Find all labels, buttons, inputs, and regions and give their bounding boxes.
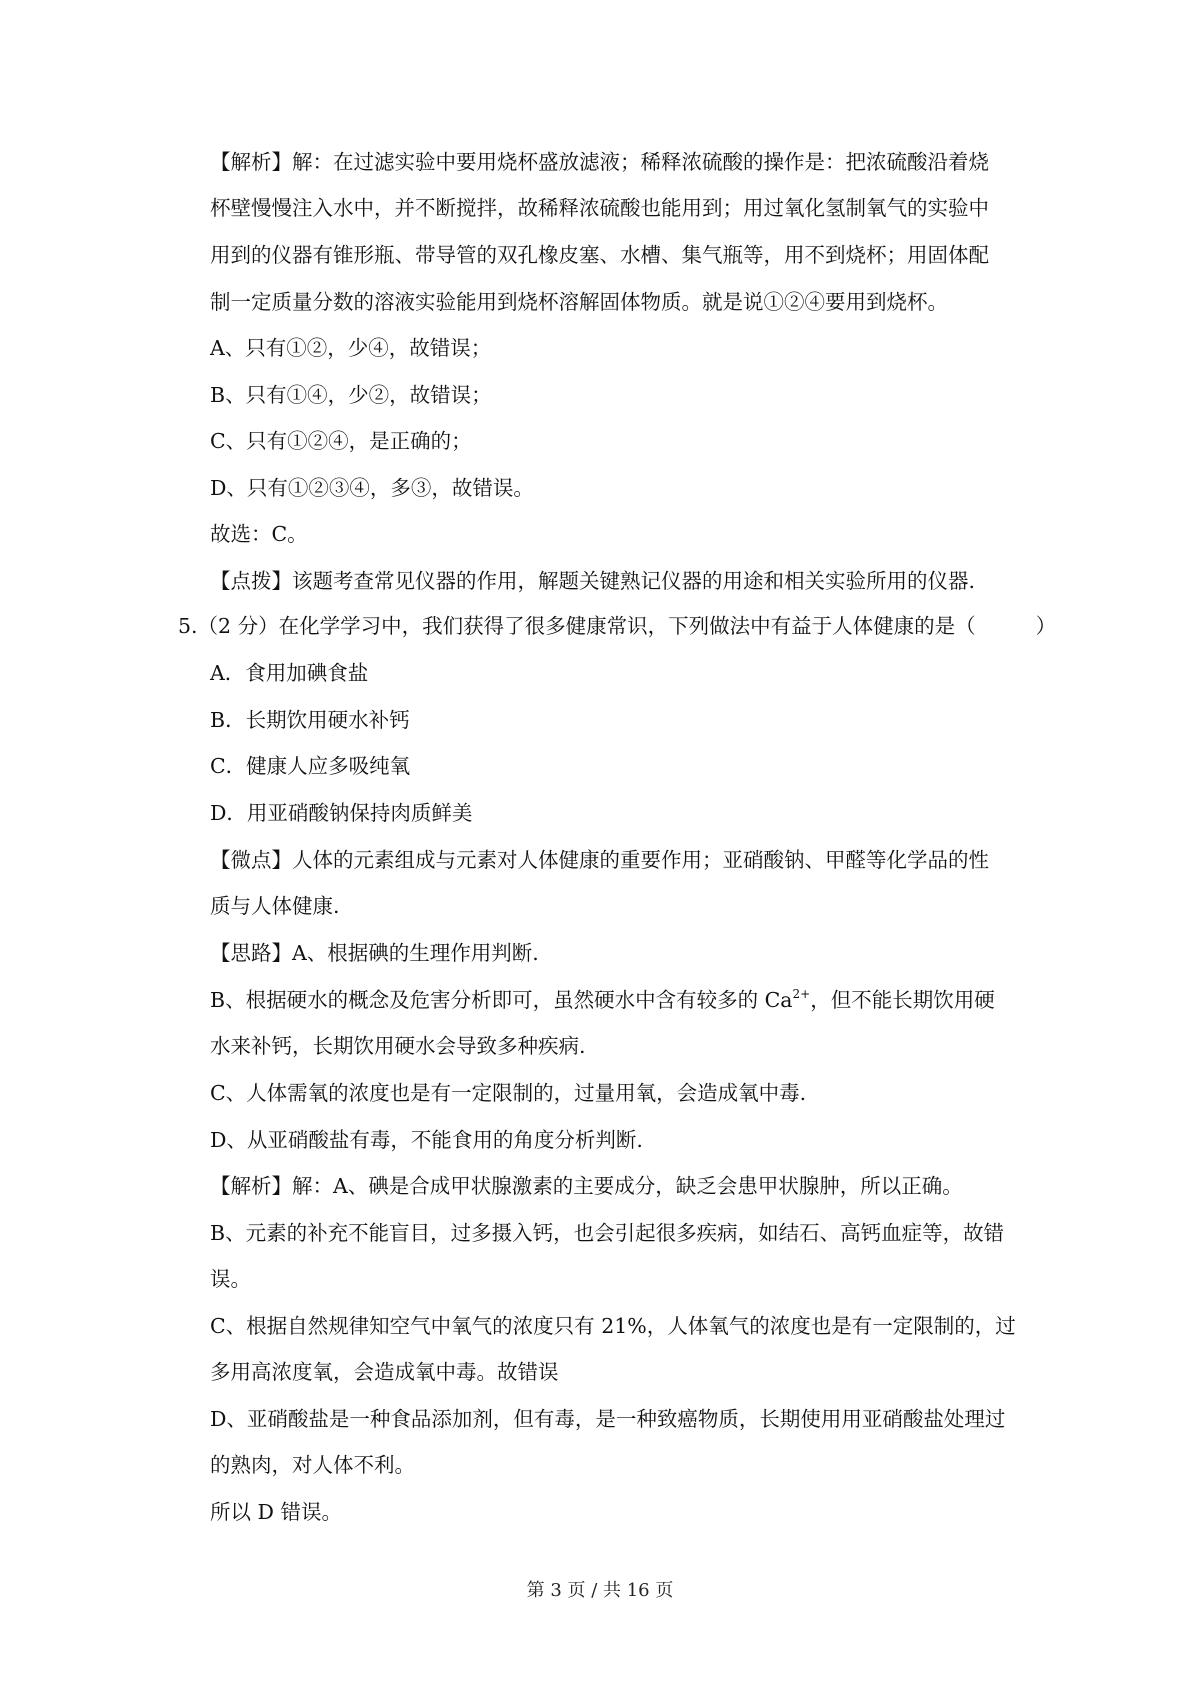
option-analysis-a: A、只有①②，少④，故错误；: [210, 336, 492, 360]
approach-line-b: [210, 986, 995, 1014]
choice-b: B．长期饮用硬水补钙: [210, 708, 410, 732]
question-5-close-paren: ）: [1035, 614, 1057, 638]
approach-line-c: C、人体需氧的浓度也是有一定限制的，过量用氧，会造成氧中毒.: [210, 1081, 807, 1105]
solution-line-b-2: 误。: [210, 1267, 251, 1291]
choice-c: C．健康人应多吸纯氧: [210, 754, 411, 778]
calcium-charge-superscript: 2+: [792, 987, 811, 1001]
approach-line-b-tail: ，但不能长期饮用硬: [810, 988, 995, 1012]
question-5-text: 5.（2 分）在化学学习中，我们获得了很多健康常识，下列做法中有益于人体健康的是（: [178, 614, 976, 638]
solution-line-c-1: C、根据自然规律知空气中氧气的浓度只有 21%，人体氧气的浓度也是有一定限制的，过: [210, 1314, 1016, 1338]
analysis-line-2: 杯壁慢慢注入水中，并不断搅拌，故稀释浓硫酸也能用到；用过氧化氢制氧气的实验中: [210, 196, 989, 220]
choice-d: D．用亚硝酸钠保持肉质鲜美: [210, 801, 473, 825]
approach-line-b-text: B、根据硬水的概念及危害分析即可，虽然硬水中含有较多的 Ca: [210, 988, 793, 1012]
question-5-stem: [178, 612, 1056, 640]
key-point-line-1: 【微点】人体的元素组成与元素对人体健康的重要作用；亚硝酸钠、甲醛等化学品的性: [210, 848, 989, 872]
solution-line-a: 【解析】解：A、碘是合成甲状腺激素的主要成分，缺乏会患甲状腺肿，所以正确。: [210, 1174, 963, 1198]
option-analysis-d: D、只有①②③④，多③，故错误。: [210, 476, 534, 500]
analysis-line-1: 【解析】解：在过滤实验中要用烧杯盛放滤液；稀释浓硫酸的操作是：把浓硫酸沿着烧: [210, 150, 989, 174]
conclusion-line: 所以 D 错误。: [210, 1500, 342, 1524]
approach-line-a: 【思路】A、根据碘的生理作用判断.: [210, 941, 539, 965]
choice-a: A．食用加碘食盐: [210, 661, 369, 685]
solution-line-d-2: 的熟肉，对人体不利。: [210, 1453, 415, 1477]
solution-line-c-2: 多用高浓度氧，会造成氧中毒。故错误: [210, 1360, 559, 1384]
option-analysis-c: C、只有①②④，是正确的；: [210, 429, 472, 453]
solution-line-d-1: D、亚硝酸盐是一种食品添加剂，但有毒，是一种致癌物质，长期使用用亚硝酸盐处理过: [210, 1407, 1006, 1431]
option-analysis-b: B、只有①④，少②，故错误；: [210, 383, 492, 407]
answer-line: 故选：C。: [210, 522, 308, 546]
page-footer: 第 3 页 / 共 16 页: [526, 1580, 674, 1601]
approach-line-b-cont: 水来补钙，长期饮用硬水会导致多种疾病.: [210, 1034, 586, 1058]
analysis-line-4: 制一定质量分数的溶液实验能用到烧杯溶解固体物质。就是说①②④要用到烧杯。: [210, 290, 948, 314]
solution-line-b-1: B、元素的补充不能盲目，过多摄入钙，也会引起很多疾病，如结石、高钙血症等，故错: [210, 1221, 1005, 1245]
tip-line: 【点拨】该题考查常见仪器的作用，解题关键熟记仪器的用途和相关实验所用的仪器.: [210, 569, 976, 593]
approach-line-d: D、从亚硝酸盐有毒，不能食用的角度分析判断.: [210, 1128, 643, 1152]
analysis-line-3: 用到的仪器有锥形瓶、带导管的双孔橡皮塞、水槽、集气瓶等，用不到烧杯；用固体配: [210, 243, 989, 267]
key-point-line-2: 质与人体健康.: [210, 894, 340, 918]
